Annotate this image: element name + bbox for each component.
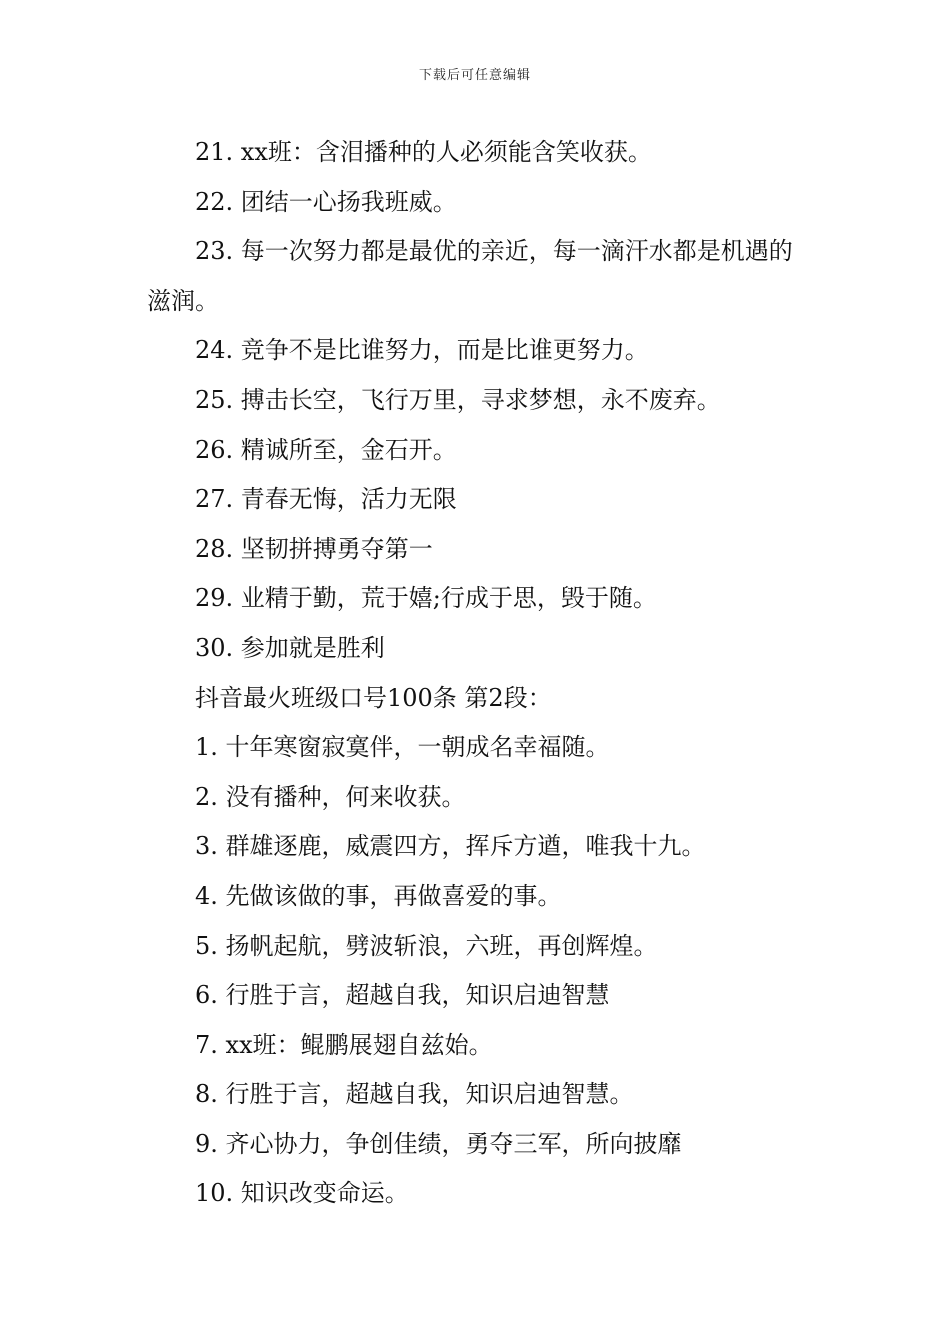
paragraph: 2. 没有播种，何来收获。 [195,782,466,811]
paragraph: 7. xx班：鲲鹏展翅自兹始。 [195,1030,493,1059]
paragraph: 25. 搏击长空，飞行万里，寻求梦想，永不废弃。 [195,385,721,414]
section-heading: 抖音最火班级口号100条 第2段： [195,683,552,712]
paragraph: 21. xx班：含泪播种的人必须能含笑收获。 [195,138,652,166]
paragraph: 3. 群雄逐鹿，威震四方，挥斥方遒，唯我十九。 [195,832,706,861]
paragraph: 9. 齐心协力，争创佳绩，勇夺三军，所向披靡 [195,1129,682,1158]
paragraph: 23. 每一次努力都是最优的亲近，每一滴汗水都是机遇的滋润。 [147,237,793,315]
page-header: 下载后可任意编辑 [418,68,531,83]
paragraph: 29. 业精于勤，荒于嬉;行成于思，毁于随。 [195,584,657,613]
paragraph: 24. 竞争不是比谁努力，而是比谁更努力。 [195,336,649,365]
paragraph: 6. 行胜于言，超越自我，知识启迪智慧 [195,981,610,1010]
paragraph: 8. 行胜于言，超越自我，知识启迪智慧。 [195,1080,634,1109]
paragraph: 30. 参加就是胜利 [195,633,385,662]
paragraph: 27. 青春无悔，活力无限 [195,485,457,514]
document-body [147,128,812,1219]
paragraph: 5. 扬帆起航，劈波斩浪，六班，再创辉煌。 [195,931,658,960]
paragraph: 10. 知识改变命运。 [195,1179,409,1208]
paragraph: 22. 团结一心扬我班威。 [195,187,457,216]
paragraph: 4. 先做该做的事，再做喜爱的事。 [195,881,562,910]
paragraph: 1. 十年寒窗寂寞伴，一朝成名幸福随。 [195,733,610,762]
paragraph: 26. 精诚所至，金石开。 [195,435,457,464]
paragraph: 28. 坚韧拼搏勇夺第一 [195,534,433,563]
